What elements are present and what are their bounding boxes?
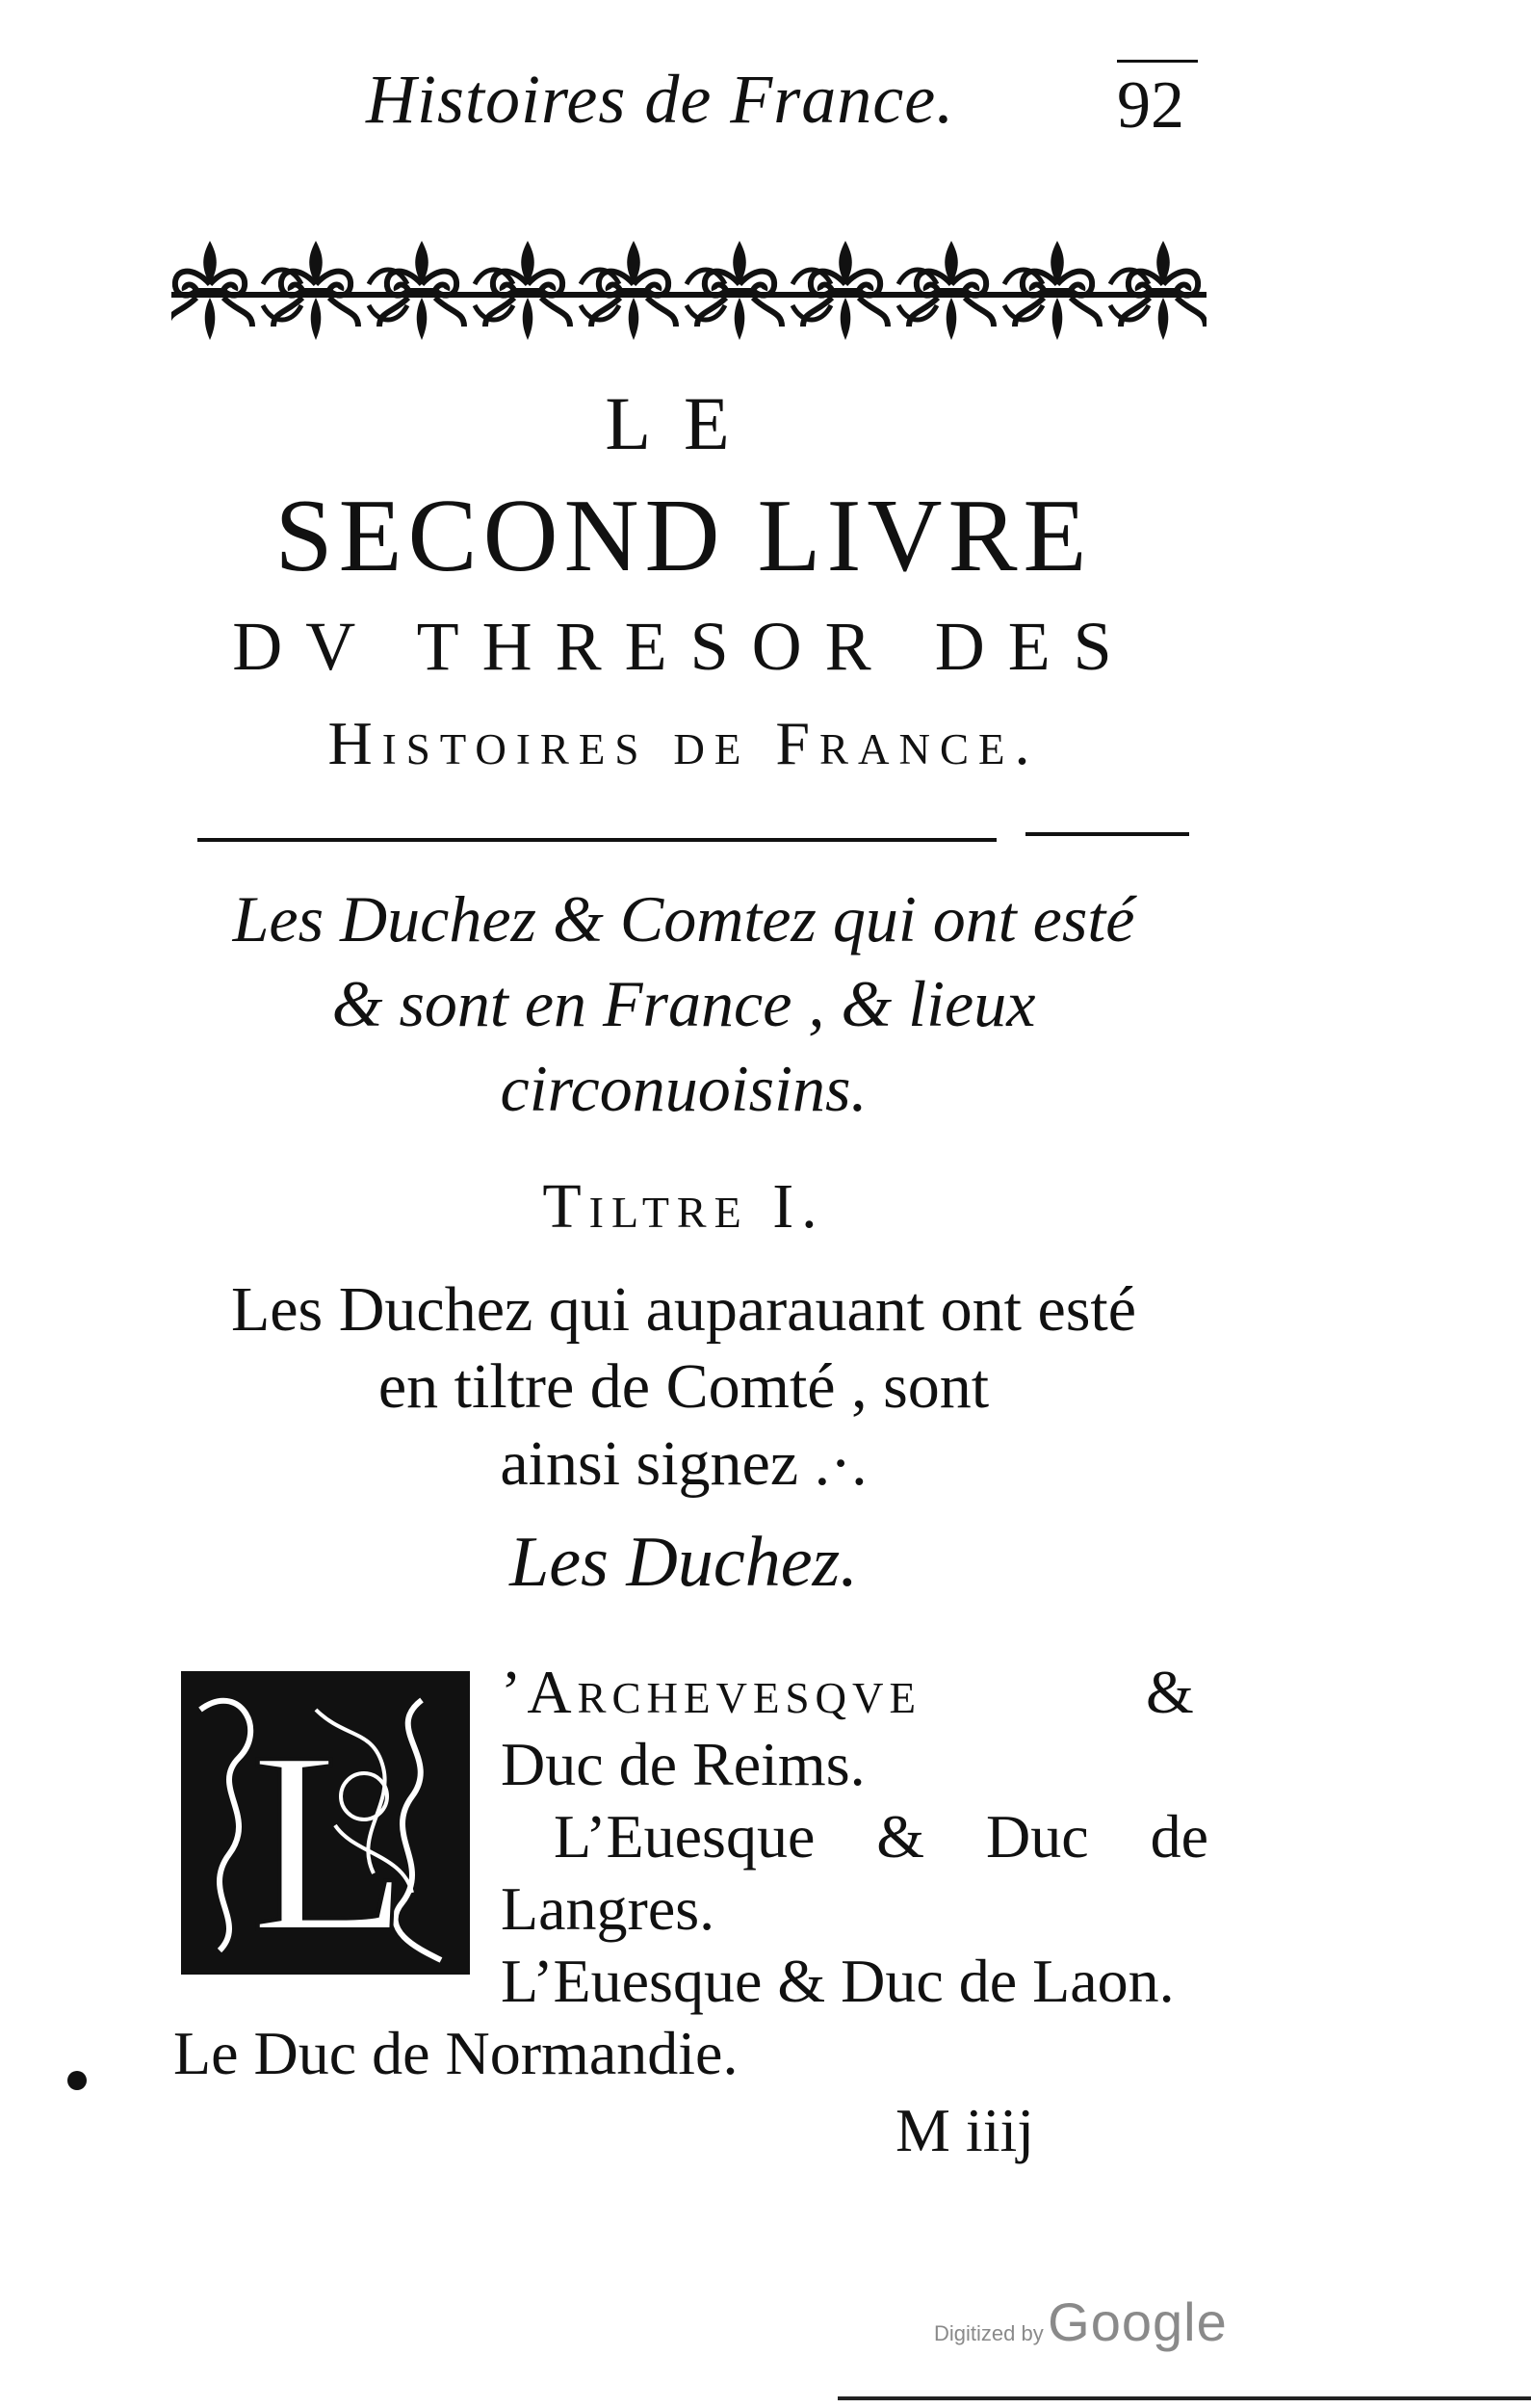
entry-duc-normandie: Le Duc de Normandie. xyxy=(173,2019,739,2087)
subtitle-line-2: & sont en France , & lieux xyxy=(331,967,1036,1040)
intro-line-1: Les Duchez qui auparauant ont esté xyxy=(230,1274,1137,1345)
title-histoires: Histoires de France. xyxy=(327,709,1040,777)
intro-line-2: en tiltre de Comté , sont xyxy=(377,1351,990,1422)
title-le: LE xyxy=(605,381,763,465)
google-logo: Google xyxy=(1048,2291,1228,2352)
initial-letter: L xyxy=(250,1698,409,1975)
tiltre-heading: Tiltre I. xyxy=(542,1171,825,1242)
fleuron-ornament-band xyxy=(171,217,1207,371)
subtitle-line-3: circonuoisins. xyxy=(500,1052,868,1125)
section-heading: Les Duchez. xyxy=(509,1523,858,1602)
title-second-livre: SECOND LIVRE xyxy=(274,479,1093,593)
ink-spot xyxy=(67,2071,87,2090)
subtitle-line-1: Les Duchez & Comtez qui ont esté xyxy=(232,882,1135,955)
entry-archevesque: ’Archevesqve xyxy=(501,1658,922,1726)
entry-archevesque-amp: & xyxy=(1146,1658,1194,1726)
title-rule-left xyxy=(197,838,997,842)
entry-langres: Langres. xyxy=(501,1874,715,1943)
entry-euesque-laon: L’Euesque & Duc de Laon. xyxy=(501,1947,1175,2015)
chapter-subtitle xyxy=(164,877,1204,1131)
page-edge-rule xyxy=(838,2396,1531,2400)
digitizer-watermark xyxy=(934,2290,1228,2353)
entry-duc-de-reims: Duc de Reims. xyxy=(501,1730,866,1798)
page-number: 92 xyxy=(1117,68,1184,143)
title-du-thresor: DV THRESOR DES xyxy=(232,608,1135,685)
intro-paragraph xyxy=(164,1271,1204,1503)
decorated-initial-l xyxy=(181,1671,470,1975)
intro-line-3: ainsi signez .·. xyxy=(500,1428,868,1499)
signature-mark: M iiij xyxy=(895,2096,1035,2164)
digitized-by-label: Digitized by xyxy=(934,2321,1044,2345)
entry-euesque-langres: L’Euesque & Duc de xyxy=(554,1802,1208,1871)
running-title: Histoires de France. xyxy=(366,61,955,138)
title-rule-right xyxy=(1025,832,1189,836)
folio-rule xyxy=(1117,60,1198,63)
